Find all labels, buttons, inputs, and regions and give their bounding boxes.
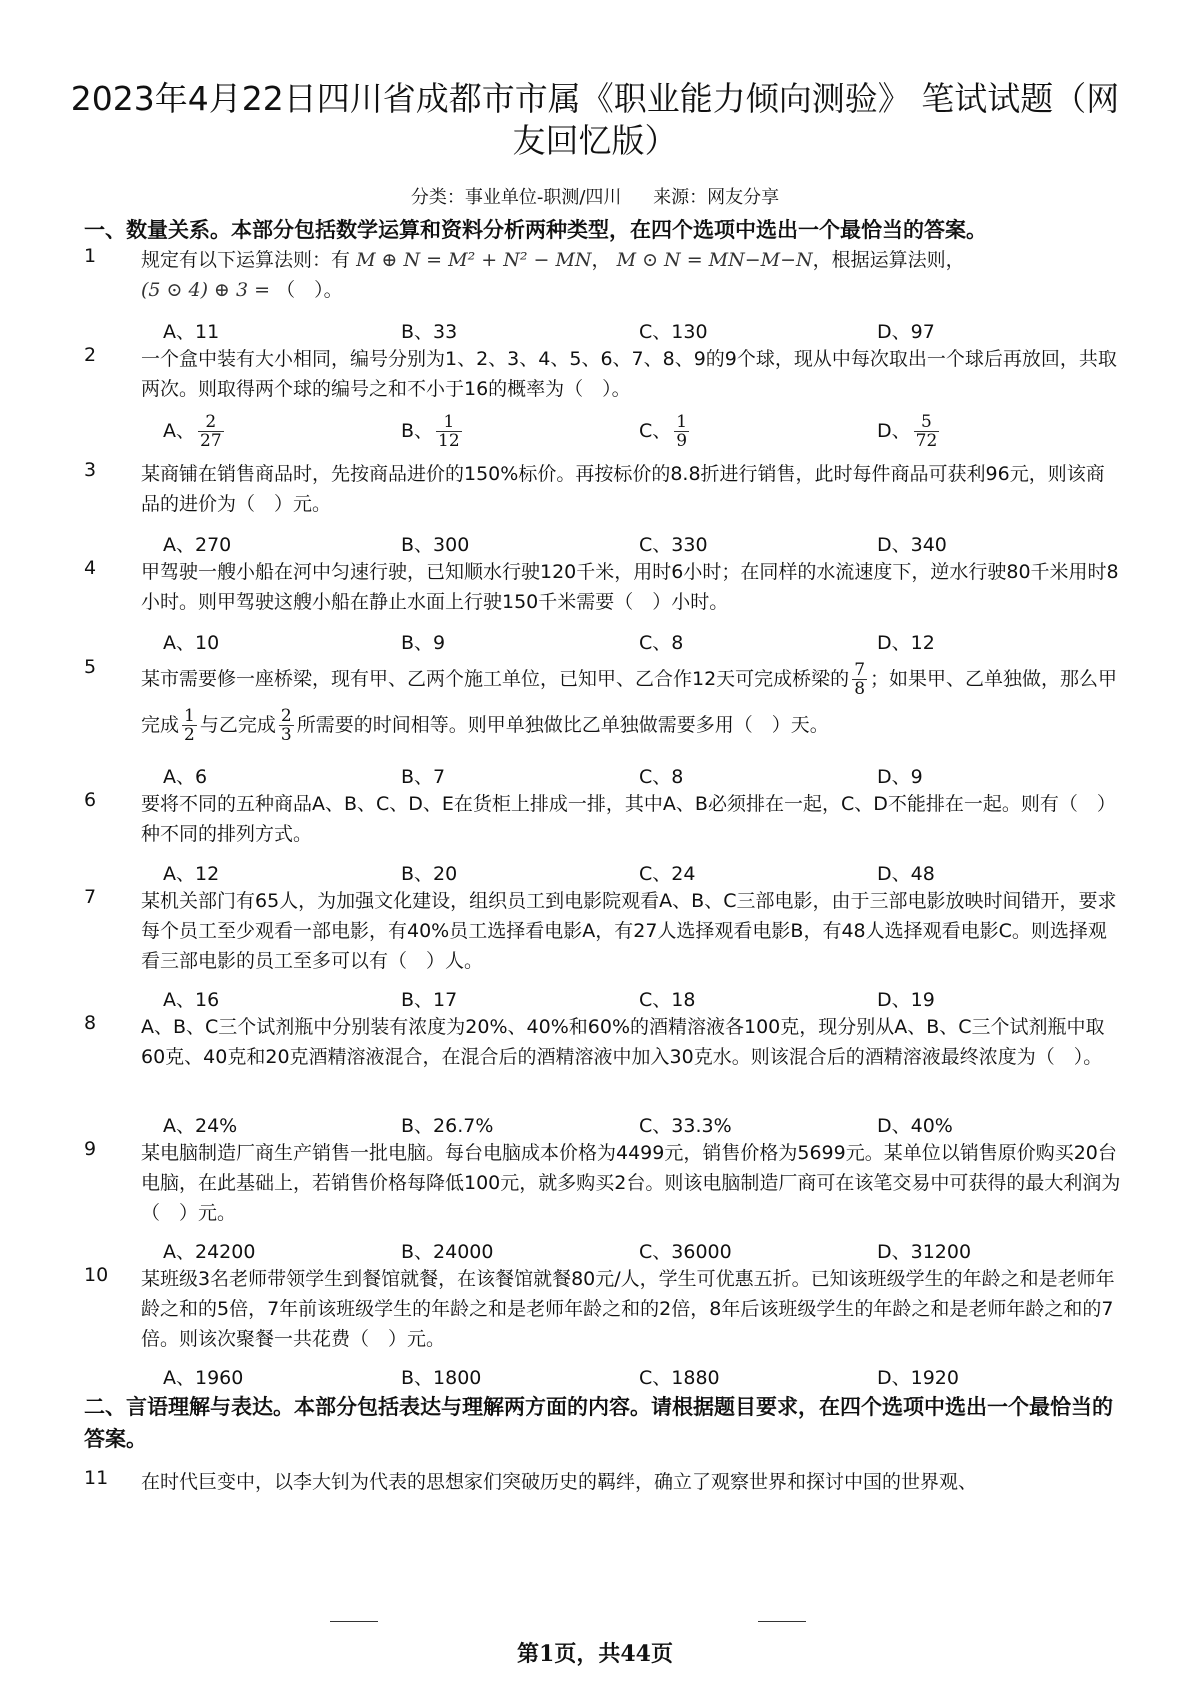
option-d[interactable] — [877, 413, 942, 450]
question-11 — [84, 1467, 1124, 1497]
options-2 — [163, 413, 1123, 457]
question-stem: A、B、C三个试剂瓶中分别装有浓度为20%、40%和60%的酒精溶液各100克，现分别从A、B、C三个试剂瓶中取60克、40克和20克酒精溶液混合，在混合后的酒精溶液中加入30克水。则该混合后的酒精溶液最终浓度为（ ）。 — [141, 1016, 1105, 1068]
option-c[interactable]: C、130 — [639, 321, 708, 343]
options-9 — [163, 1237, 1123, 1267]
option-b[interactable]: B、20 — [401, 863, 458, 885]
question-7 — [84, 886, 1124, 976]
question-3 — [84, 459, 1124, 519]
question-9 — [84, 1138, 1124, 1228]
formula: M ⊙ N = MN−M−N — [616, 249, 813, 271]
option-b[interactable] — [401, 413, 465, 450]
section-heading-2: 二、言语理解与表达。本部分包括表达与理解两方面的内容。请根据题目要求，在四个选项中选出一个最恰当的答案。 — [84, 1395, 1113, 1451]
fraction — [436, 413, 462, 450]
option-b[interactable]: B、7 — [401, 766, 446, 788]
numerator: 1 — [184, 706, 195, 726]
stem-text: ，根据运算法则， — [812, 249, 965, 271]
question-number: 6 — [84, 789, 97, 811]
options-5 — [163, 762, 1123, 792]
document-meta — [0, 183, 1190, 209]
page-number: 第1页，共44页 — [517, 1641, 673, 1667]
footer-rule-right — [758, 1621, 806, 1622]
document-title: 2023年4月22日四川省成都市市属《职业能力倾向测验》 笔试试题（网友回忆版） — [70, 79, 1120, 160]
option-b[interactable]: B、26.7% — [401, 1115, 494, 1137]
question-number: 4 — [84, 557, 97, 579]
question-stem: 某电脑制造厂商生产销售一批电脑。每台电脑成本价格为4499元，销售价格为5699元。某单位以销售原价购买20台电脑，在此基础上，若销售价格每降低100元，就多购买2台。则该电脑制造厂商可在该笔交易中可获得的最大利润为（ ）元。 — [141, 1142, 1121, 1224]
denominator: 9 — [676, 431, 688, 451]
formula: M ⊕ N = M² + N² − MN — [356, 249, 592, 271]
option-c[interactable]: C、1880 — [639, 1367, 720, 1389]
options-3 — [163, 530, 1123, 560]
question-10 — [84, 1264, 1124, 1354]
option-d[interactable]: D、19 — [877, 989, 935, 1011]
denominator: 27 — [200, 431, 222, 451]
option-c[interactable]: C、8 — [639, 632, 684, 654]
options-4 — [163, 628, 1123, 658]
option-c[interactable] — [639, 413, 692, 450]
option-c[interactable]: C、18 — [639, 989, 696, 1011]
numerator: 2 — [280, 706, 292, 726]
option-label: A、 — [163, 420, 195, 442]
fraction — [279, 707, 294, 744]
stem-text: 某市需要修一座桥梁，现有甲、乙两个施工单位，已知甲、乙合作12天可完成桥梁的 — [141, 668, 850, 690]
option-d[interactable]: D、40% — [877, 1115, 953, 1137]
option-d[interactable]: D、97 — [877, 321, 935, 343]
option-a[interactable]: A、11 — [163, 321, 220, 343]
option-d[interactable]: D、9 — [877, 766, 923, 788]
option-c[interactable]: C、8 — [639, 766, 684, 788]
fraction — [198, 413, 224, 450]
option-b[interactable]: B、300 — [401, 534, 470, 556]
numerator: 5 — [914, 413, 940, 432]
numerator: 1 — [676, 412, 688, 432]
fraction — [674, 413, 689, 450]
option-label: C、 — [639, 420, 672, 442]
option-c[interactable]: C、36000 — [639, 1241, 732, 1263]
option-label: D、 — [877, 420, 911, 442]
stem-text: ；如果甲、乙单独做，那么甲完成 — [141, 668, 1118, 736]
options-8 — [163, 1111, 1123, 1141]
question-stem: 甲驾驶一艘小船在河中匀速行驶，已知顺水行驶120千米，用时6小时；在同样的水流速度下，逆水行驶80千米用时8小时。则甲驾驶这艘小船在静止水面上行驶150千米需要（ ）小时。 — [141, 561, 1119, 613]
question-number: 3 — [84, 459, 97, 481]
question-1 — [84, 245, 1124, 305]
question-stem — [141, 245, 1121, 305]
question-number: 11 — [84, 1467, 109, 1489]
question-number: 10 — [84, 1264, 109, 1286]
source-label: 来源：网友分享 — [653, 187, 780, 208]
option-b[interactable]: B、33 — [401, 321, 458, 343]
question-stem: 要将不同的五种商品A、B、C、D、E在货柜上排成一排，其中A、B必须排在一起，C、D不能排在一起。则有（ ）种不同的排列方式。 — [141, 793, 1116, 845]
stem-text: ， — [591, 249, 611, 271]
option-label: B、 — [401, 420, 434, 442]
denominator: 3 — [280, 725, 292, 745]
question-stem: 某班级3名老师带领学生到餐馆就餐，在该餐馆就餐80元/人，学生可优惠五折。已知该班级学生的年龄之和是老师年龄之和的5倍，7年前该班级学生的年龄之和是老师年龄之和的2倍，8年后该班级学生的年龄之和是老师年龄之和的7倍。则该次聚餐一共花费（ ）元。 — [141, 1268, 1115, 1350]
question-stem: 某机关部门有65人，为加强文化建设，组织员工到电影院观看A、B、C三部电影，由于三部电影放映时间错开，要求每个员工至少观看一部电影，有40%员工选择看电影A，有27人选择观看电影B，有48人选择观看电影C。则选择观看三部电影的员工至多可以有（ ）人。 — [141, 890, 1117, 972]
question-stem: 一个盒中装有大小相同，编号分别为1、2、3、4、5、6、7、8、9的9个球，现从中每次取出一个球后再放回，共取两次。则取得两个球的编号之和不小于16的概率为（ ）。 — [141, 348, 1117, 400]
option-b[interactable]: B、24000 — [401, 1241, 494, 1263]
question-number: 2 — [84, 344, 97, 366]
denominator: 72 — [915, 431, 938, 451]
denominator: 8 — [854, 679, 866, 699]
stem-text: 规定有以下运算法则：有 — [141, 249, 351, 271]
option-b[interactable]: B、17 — [401, 989, 458, 1011]
option-a[interactable]: A、1960 — [163, 1367, 244, 1389]
question-6 — [84, 789, 1124, 849]
options-10 — [163, 1363, 1123, 1393]
denominator: 12 — [438, 431, 460, 451]
question-number: 9 — [84, 1138, 97, 1160]
options-7 — [163, 985, 1123, 1015]
formula: (5 ⊙ 4) ⊕ 3 = — [141, 279, 271, 301]
option-a[interactable]: A、16 — [163, 989, 220, 1011]
option-d[interactable]: D、340 — [877, 534, 947, 556]
question-2 — [84, 344, 1124, 404]
option-d[interactable]: D、31200 — [877, 1241, 972, 1263]
option-b[interactable]: B、9 — [401, 632, 446, 654]
option-a[interactable]: A、6 — [163, 766, 208, 788]
question-number: 7 — [84, 886, 97, 908]
question-number: 8 — [84, 1012, 97, 1034]
option-d[interactable]: D、48 — [877, 863, 935, 885]
options-1 — [163, 317, 1123, 347]
option-c[interactable]: C、33.3% — [639, 1115, 732, 1137]
stem-text: 与乙完成 — [199, 714, 276, 736]
numerator: 2 — [198, 413, 224, 432]
option-a[interactable]: A、10 — [163, 632, 220, 654]
numerator: 1 — [436, 413, 462, 432]
question-8 — [84, 1012, 1124, 1072]
fraction — [914, 413, 940, 450]
question-4 — [84, 557, 1124, 617]
question-stem — [141, 656, 1121, 748]
question-number: 5 — [84, 656, 97, 678]
option-d[interactable]: D、1920 — [877, 1367, 959, 1389]
question-number: 1 — [84, 245, 97, 267]
options-6 — [163, 859, 1123, 889]
option-b[interactable]: B、1800 — [401, 1367, 482, 1389]
section-heading-1: 一、数量关系。本部分包括数学运算和资料分析两种类型，在四个选项中选出一个最恰当的答案。 — [84, 218, 987, 242]
category-label: 分类：事业单位-职测/四川 — [410, 187, 622, 208]
option-a[interactable]: A、24200 — [163, 1241, 256, 1263]
question-5 — [84, 656, 1124, 748]
option-d[interactable]: D、12 — [877, 632, 935, 654]
denominator: 2 — [184, 725, 195, 745]
option-a[interactable]: A、12 — [163, 863, 220, 885]
stem-text: （ ）。 — [276, 279, 343, 301]
option-a[interactable]: A、270 — [163, 534, 232, 556]
fraction — [852, 661, 867, 698]
option-a[interactable]: A、24% — [163, 1115, 238, 1137]
question-stem: 在时代巨变中，以李大钊为代表的思想家们突破历史的羁绊，确立了观察世界和探讨中国的世界观、 — [141, 1471, 978, 1493]
option-c[interactable]: C、24 — [639, 863, 696, 885]
footer-rule-left — [330, 1621, 378, 1622]
option-a[interactable] — [163, 413, 227, 450]
stem-text: 所需要的时间相等。则甲单独做比乙单独做需要多用（ ）天。 — [296, 714, 829, 736]
option-c[interactable]: C、330 — [639, 534, 708, 556]
numerator: 7 — [854, 660, 866, 680]
fraction — [182, 707, 197, 744]
question-stem: 某商铺在销售商品时，先按商品进价的150%标价。再按标价的8.8折进行销售，此时每件商品可获利96元，则该商品的进价为（ ）元。 — [141, 463, 1105, 515]
